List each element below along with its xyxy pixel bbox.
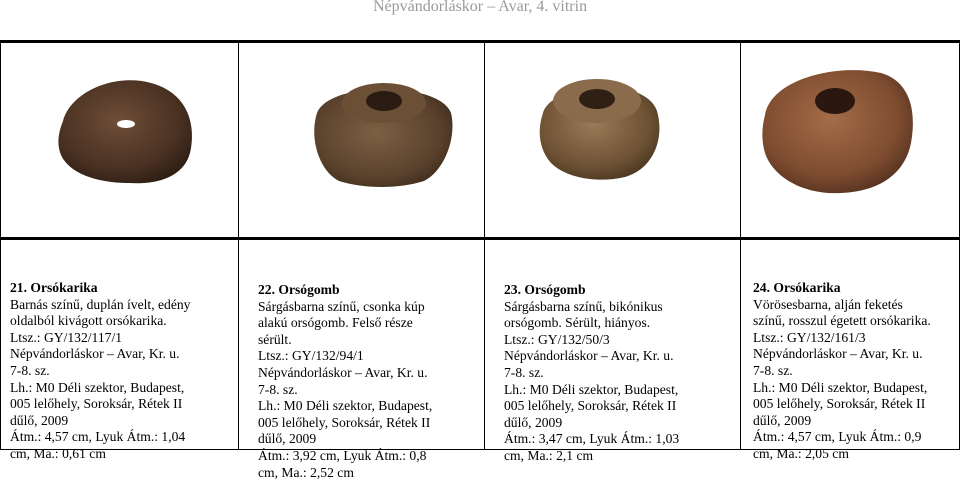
caption-line: orsógomb. Sérült, hiányos. — [504, 315, 651, 331]
caption-line: 7-8. sz. — [504, 364, 544, 380]
caption-line: Lh.: M0 Déli szektor, Budapest, — [10, 379, 185, 395]
item-title: 21. Orsókarika — [10, 280, 98, 295]
photo-cell-24 — [741, 43, 959, 240]
item-title: 22. Orsógomb — [258, 282, 340, 297]
caption-line: Népvándorláskor – Avar, Kr. u. — [753, 346, 923, 362]
caption-line: Ltsz.: GY/132/117/1 — [10, 329, 123, 345]
caption-line: Népvándorláskor – Avar, Kr. u. — [10, 346, 180, 362]
caption-line: színű, rosszul égetett orsókarika. — [753, 313, 931, 329]
photo-cell-23 — [485, 43, 741, 240]
caption-line: cm, Ma.: 2,1 cm — [504, 447, 594, 463]
caption-line: dűlő, 2009 — [258, 431, 317, 447]
caption-line: Átm.: 4,57 cm, Lyuk Átm.: 0,9 — [753, 429, 922, 445]
caption-line: 005 lelőhely, Soroksár, Rétek II — [504, 398, 677, 414]
caption-line: 7-8. sz. — [258, 381, 298, 397]
caption-cell-24 — [741, 240, 959, 461]
spindle-whorl-22-photo — [239, 43, 484, 237]
caption-line: 005 lelőhely, Soroksár, Rétek II — [10, 396, 183, 412]
caption-line: 7-8. sz. — [10, 362, 50, 378]
caption-line: cm, Ma.: 0,61 cm — [10, 445, 106, 461]
caption-24 — [753, 280, 954, 463]
item-title: 24. Orsókarika — [753, 280, 841, 295]
caption-line: sérült. — [258, 331, 292, 347]
caption-line: Népvándorláskor – Avar, Kr. u. — [258, 364, 428, 380]
spindle-whorl-21-photo — [1, 43, 238, 237]
caption-line: Népvándorláskor – Avar, Kr. u. — [504, 348, 674, 364]
caption-23 — [504, 282, 722, 465]
caption-line: Lh.: M0 Déli szektor, Budapest, — [258, 398, 433, 414]
caption-line: Ltsz.: GY/132/50/3 — [504, 331, 610, 347]
caption-line: Ltsz.: GY/132/161/3 — [753, 329, 866, 345]
spindle-whorl-24-photo — [741, 43, 959, 237]
spindle-whorl-23-photo — [485, 43, 740, 237]
caption-cell-21 — [1, 240, 239, 461]
caption-line: alakú orsógomb. Felső része — [258, 315, 413, 331]
caption-line: Ltsz.: GY/132/94/1 — [258, 348, 364, 364]
caption-line: Sárgásbarna színű, csonka kúp — [258, 298, 425, 314]
caption-line: Barnás színű, duplán ívelt, edény — [10, 296, 191, 312]
caption-line: Sárgásbarna színű, bikónikus — [504, 298, 663, 314]
photo-cell-21 — [1, 43, 239, 240]
caption-line: Vörösesbarna, alján feketés — [753, 296, 903, 312]
caption-line: dűlő, 2009 — [753, 412, 812, 428]
caption-cell-23 — [485, 240, 741, 463]
caption-line: cm, Ma.: 2,05 cm — [753, 445, 849, 461]
caption-line: dűlő, 2009 — [504, 414, 563, 430]
page-title: Népvándorláskor – Avar, 4. vitrin — [372, 0, 588, 15]
caption-line: Átm.: 3,92 cm, Lyuk Átm.: 0,8 — [258, 447, 427, 463]
exhibit-table — [0, 40, 960, 480]
caption-line: Átm.: 4,57 cm, Lyuk Átm.: 1,04 — [10, 429, 186, 445]
caption-cell-22 — [239, 240, 485, 480]
caption-line: 005 lelőhely, Soroksár, Rétek II — [753, 396, 926, 412]
caption-line: oldalból kivágott orsókarika. — [10, 313, 167, 329]
caption-22 — [258, 282, 476, 481]
caption-line: cm, Ma.: 2,52 cm — [258, 464, 354, 480]
caption-line: Lh.: M0 Déli szektor, Budapest, — [504, 381, 679, 397]
item-title: 23. Orsógomb — [504, 282, 586, 297]
caption-21 — [10, 280, 210, 463]
caption-line: dűlő, 2009 — [10, 412, 69, 428]
caption-line: Átm.: 3,47 cm, Lyuk Átm.: 1,03 — [504, 431, 680, 447]
caption-line: 005 lelőhely, Soroksár, Rétek II — [258, 414, 431, 430]
caption-line: 7-8. sz. — [753, 362, 793, 378]
photo-cell-22 — [239, 43, 485, 240]
caption-line: Lh.: M0 Déli szektor, Budapest, — [753, 379, 928, 395]
